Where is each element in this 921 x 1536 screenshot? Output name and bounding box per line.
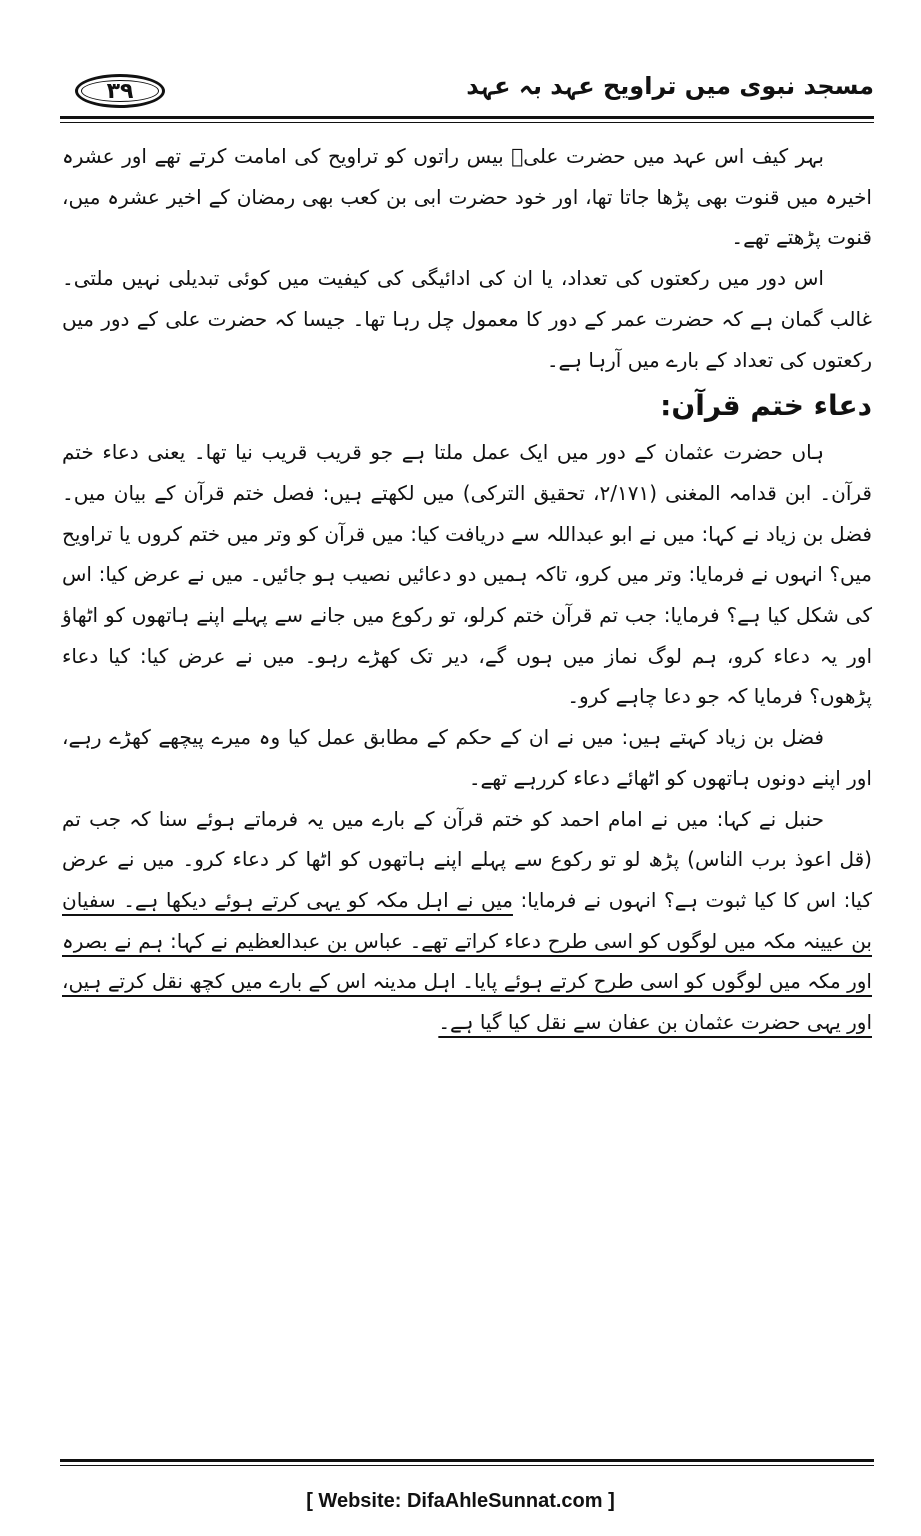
page-body bbox=[62, 136, 872, 1043]
footer-rule bbox=[60, 1459, 874, 1462]
underlined-passage: میں نے اہل مکہ کو یہی کرتے ہوئے دیکھا ہے۔ سفیان بن عیینہ مکہ میں لوگوں کو اسی طرح دعاء کراتے تھے۔ عباس بن عبدالعظیم نے کہا: ہم نے بصرہ اور مکہ میں لوگوں کو اسی طرح کرتے ہوئے پایا۔ اہل مدینہ اس کے بارے میں کچھ نقل کرتے ہیں، اور یہی حضرت عثمان بن عفان سے نقل کیا گیا ہے۔ bbox=[62, 887, 872, 1035]
running-title: مسجد نبوی میں تراویح عہد بہ عہد bbox=[466, 72, 874, 100]
paragraph-5-text: حنبل نے کہا: میں نے امام احمد کو ختم قرآن کے بارے میں یہ فرماتے ہوئے سنا کہ جب تم (قل اعوذ برب الناس) پڑھ لو تو رکوع سے پہلے اپنے ہاتھوں کو اٹھا کر دعاء کرو۔ میں نے عرض کیا: اس کا کیا ثبوت ہے؟ انہوں نے فرمایا: bbox=[62, 806, 872, 912]
paragraph-4: فضل بن زیاد کہتے ہیں: میں نے ان کے حکم کے مطابق عمل کیا وہ میرے پیچھے کھڑے رہے، اور اپنے دونوں ہاتھوں کو اٹھائے دعاء کررہے تھے۔ bbox=[62, 725, 872, 790]
website-footer: [ Website: DifaAhleSunnat.com ] bbox=[306, 1490, 615, 1512]
paragraph-3: ہاں حضرت عثمان کے دور میں ایک عمل ملتا ہے جو قریب قریب نیا تھا۔ یعنی دعاء ختم قرآن۔ ابن قدامہ المغنی (۲/۱۷۱، تحقیق الترکی) میں لکھتے ہیں: فصل ختم قرآن کے بیان میں۔ فضل بن زیاد نے کہا: میں نے ابو عبداللہ سے دریافت کیا: میں قرآن کو وتر میں ختم کروں یا تراویح میں؟ انہوں نے فرمایا: وتر میں کرو، تاکہ ہمیں دو دعائیں نصیب ہو جائیں۔ میں نے عرض کیا: اس کی شکل کیا ہے؟ فرمایا: جب تم قرآن ختم کرلو، تو رکوع میں جانے سے پہلے اپنے ہاتھوں کو اٹھاؤ اور یہ دعاء کرو، ہم لوگ نماز میں ہوں گے، دیر تک کھڑے رہو۔ میں نے عرض کیا: کیا دعاء پڑھوں؟ فرمایا کہ جو دعا چاہے کرو۔ bbox=[62, 440, 872, 709]
paragraph-2: اس دور میں رکعتوں کی تعداد، یا ان کی ادائیگی کی کیفیت میں کوئی تبدیلی نہیں ملتی۔ غالب گمان ہے کہ حضرت عمر کے دور کا معمول چل رہا تھا۔ جیسا کہ حضرت علی کے دور میں رکعتوں کی تعداد کے بارے میں آرہا ہے۔ bbox=[62, 266, 872, 372]
header-rule bbox=[60, 116, 874, 119]
page-header bbox=[60, 64, 874, 124]
paragraph-1: بہر کیف اس عہد میں حضرت علیؓ بیس راتوں کو تراویح کی امامت کرتے تھے اور عشرہ اخیرہ میں قنوت بھی پڑھا جاتا تھا، اور خود حضرت ابی بن کعب بھی رمضان کے اخیر عشرہ میں، قنوت پڑھتے تھے۔ bbox=[62, 144, 872, 250]
footer-rule-thin bbox=[60, 1465, 874, 1466]
section-heading: دعاء ختم قرآن: bbox=[660, 389, 872, 423]
header-rule-thin bbox=[60, 122, 874, 123]
paragraph-5 bbox=[62, 799, 872, 1043]
page-number-badge bbox=[75, 74, 165, 108]
page-number: ۳۹ bbox=[106, 78, 134, 104]
